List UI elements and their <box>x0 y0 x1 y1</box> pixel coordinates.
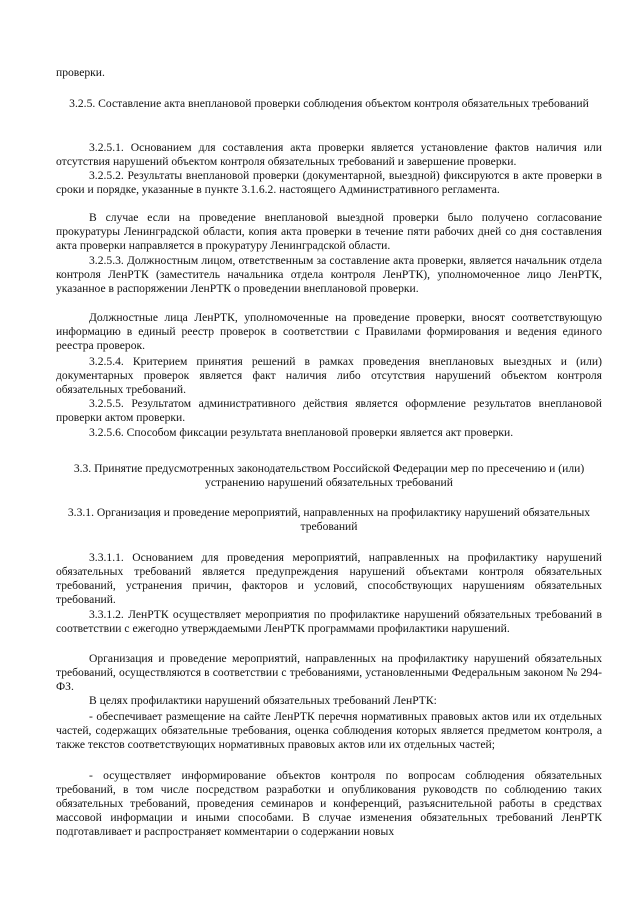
paragraph-3-2-5-4: 3.2.5.4. Критерием принятия решений в рамках проведения внеплановых выездных и (или) документарных проверок является факт наличия либо отсутствия нарушений объектом контроля обязательных требований. <box>56 355 602 396</box>
paragraph-3-2-5-3: 3.2.5.3. Должностным лицом, ответственным за составление акта проверки, является начальник отдела контроля ЛенРТК (заместитель начальника отдела контроля ЛенРТК), уполномоченное лицо ЛенРТК, указанное в распоряжении ЛенРТК о проведении внеплановой проверки. <box>56 254 602 295</box>
paragraph-3-2-5-1: 3.2.5.1. Основанием для составления акта проверки является установление фактов наличия или отсутствия нарушений объектом контроля обязательных требований и завершение проверки. <box>56 141 602 168</box>
paragraph-officials-registry: Должностные лица ЛенРТК, уполномоченные на проведение проверки, вносят соответствующую информацию в единый реестр проверок в соответствии с Правилами формирования и ведения единого реестра проверок. <box>56 311 602 352</box>
continued-text: проверки. <box>56 66 105 79</box>
paragraph-prevention-purposes: В целях профилактики нарушений обязательных требований ЛенРТК: <box>89 694 437 707</box>
section-heading-3-3-1: 3.3.1. Организация и проведение мероприятий, направленных на профилактику нарушений обязательных требований <box>67 506 591 533</box>
section-heading-3-2-5: 3.2.5. Составление акта внеплановой проверки соблюдения объектом контроля обязательных требований <box>69 97 589 110</box>
paragraph-3-2-5-6: 3.2.5.6. Способом фиксации результата внеплановой проверки является акт проверки. <box>89 426 514 439</box>
paragraph-3-3-1-2: 3.3.1.2. ЛенРТК осуществляет мероприятия по профилактике нарушений обязательных требований в соответствии с ежегодно утверждаемыми ЛенРТК программами профилактики нарушений. <box>56 608 602 635</box>
paragraph-prosecutor-approval: В случае если на проведение внеплановой выездной проверки было получено согласование прокуратуры Ленинградской области, копия акта проверки в течение пяти рабочих дней со дня составления акта проверки направляется в прокуратуру Ленинградской области. <box>56 211 602 252</box>
list-item-informing: - осуществляет информирование объектов контроля по вопросам соблюдения обязательных требований, в том числе посредством разработки и опубликования руководств по соблюдению таких обязательных требований, проведения семинаров и конференций, разъяснительной работы в средствах массовой информации и иными способами. В случае изменения обязательных требований ЛенРТК подготавливает и распространяет комментарии о содержании новых <box>56 769 602 838</box>
list-item-site-publication: - обеспечивает размещение на сайте ЛенРТК перечня нормативных правовых актов или их отдельных частей, содержащих обязательные требования, оценка соблюдения которых является предметом контроля, а также текстов соответствующих нормативных правовых актов или их отдельных частей; <box>56 710 602 751</box>
paragraph-organization: Организация и проведение мероприятий, направленных на профилактику нарушений обязательных требований, осуществляются в соответствии с требованиями, установленными Федеральным законом № 294-ФЗ. <box>56 652 602 693</box>
paragraph-3-2-5-5: 3.2.5.5. Результатом административного действия является оформление результатов внеплановой проверки актом проверки. <box>56 397 602 424</box>
paragraph-3-2-5-2: 3.2.5.2. Результаты внеплановой проверки (документарной, выездной) фиксируются в акте проверки в сроки и порядке, указанные в пункте 3.1.6.2. настоящего Административного регламента. <box>56 169 602 196</box>
section-heading-3-3: 3.3. Принятие предусмотренных законодательством Российской Федерации мер по пресечению и (или) устранению нарушений обязательных требований <box>73 462 585 489</box>
paragraph-3-3-1-1: 3.3.1.1. Основанием для проведения мероприятий, направленных на профилактику нарушений обязательных требований является предупреждения нарушений объектами контроля обязательных требований, устранения причин, факторов и условий, способствующих нарушениям обязательных требований. <box>56 551 602 606</box>
